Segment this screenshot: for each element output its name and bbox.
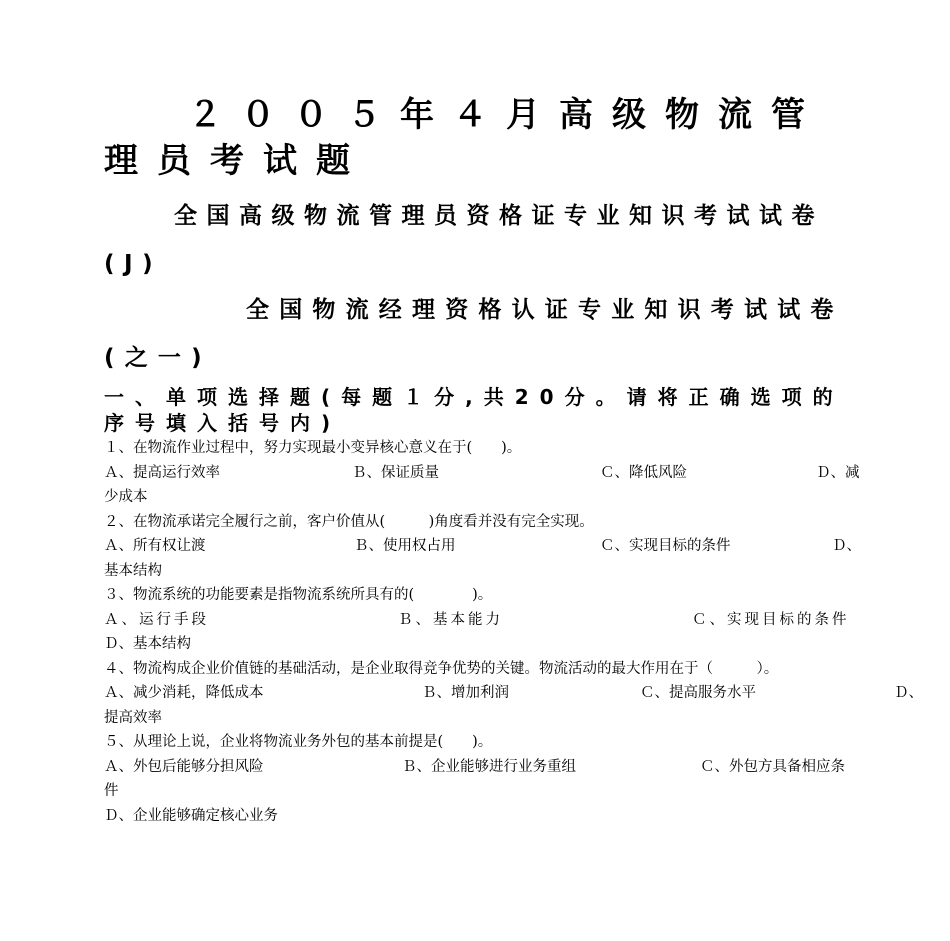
q2-options	[104, 534, 884, 559]
q4-option-c: Ｃ、提高服务水平	[640, 685, 756, 701]
q3-options	[104, 608, 884, 633]
question-list	[104, 436, 923, 828]
q1-option-d: Ｄ、减	[816, 464, 860, 481]
q1-option-d-cont: 少成本	[104, 489, 148, 505]
q1-options	[104, 461, 884, 486]
q1-stem: １、在物流作业过程中，努力实现最小变异核心意义在于( )。	[104, 440, 522, 456]
q5-option-c-cont: 件	[104, 783, 119, 799]
q2-option-b: Ｂ、使用权占用	[354, 538, 456, 554]
q5-option-d: Ｄ、企业能够确定核心业务	[104, 807, 278, 824]
q4-options	[104, 681, 923, 706]
subtitle-manager-exam: 全国物流经理资格认证专业知识考试试卷(之一)	[104, 297, 844, 371]
q2-option-a: Ａ、所有权让渡	[104, 538, 206, 554]
q2-stem: ２、在物流承诺完全履行之前，客户价值从( )角度看并没有完全实现。	[104, 513, 594, 530]
q5-option-a: Ａ、外包后能够分担风险	[104, 758, 264, 775]
section-heading: 一、单项选择题(每题１分,共20分。请将正确选项的序号填入括号内)	[104, 385, 844, 435]
q3-stem: ３、物流系统的功能要素是指物流系统所具有的( )。	[104, 587, 493, 603]
subtitle-qualification-exam: 全国高级物流管理员资格证专业知识考试试卷(J)	[104, 203, 824, 277]
q1-option-b: Ｂ、保证质量	[352, 464, 439, 481]
q2-option-c: Ｃ、实现目标的条件	[600, 538, 731, 554]
q4-option-d-cont: 提高效率	[104, 709, 162, 726]
q3-option-b: Ｂ、基本能力	[398, 611, 503, 628]
q5-option-b: Ｂ、企业能够进行业务重组	[402, 758, 576, 775]
q2-option-d: Ｄ、	[832, 538, 861, 554]
q3-option-d: Ｄ、基本结构	[104, 636, 191, 652]
q4-option-a: Ａ、减少消耗，降低成本	[104, 685, 264, 701]
q5-stem: ５、从理论上说，企业将物流业务外包的基本前提是( )。	[104, 734, 493, 750]
q1-option-c: Ｃ、降低风险	[600, 464, 687, 481]
q3-option-a: Ａ、运行手段	[104, 611, 209, 628]
q1-option-a: Ａ、提高运行效率	[104, 464, 220, 481]
q4-option-d: Ｄ、	[894, 685, 923, 701]
document-title: ２００５年４月高级物流管理员考试题	[104, 95, 824, 181]
q2-option-d-cont: 基本结构	[104, 562, 162, 579]
q4-stem: ４、物流构成企业价值链的基础活动，是企业取得竞争优势的关键。物流活动的最大作用在于（ ）。	[104, 660, 779, 677]
q4-option-b: Ｂ、增加利润	[422, 685, 509, 701]
q5-options	[104, 755, 884, 780]
q5-option-c: Ｃ、外包方具备相应条	[700, 758, 845, 775]
q3-option-c: Ｃ、实现目标的条件	[692, 611, 850, 628]
